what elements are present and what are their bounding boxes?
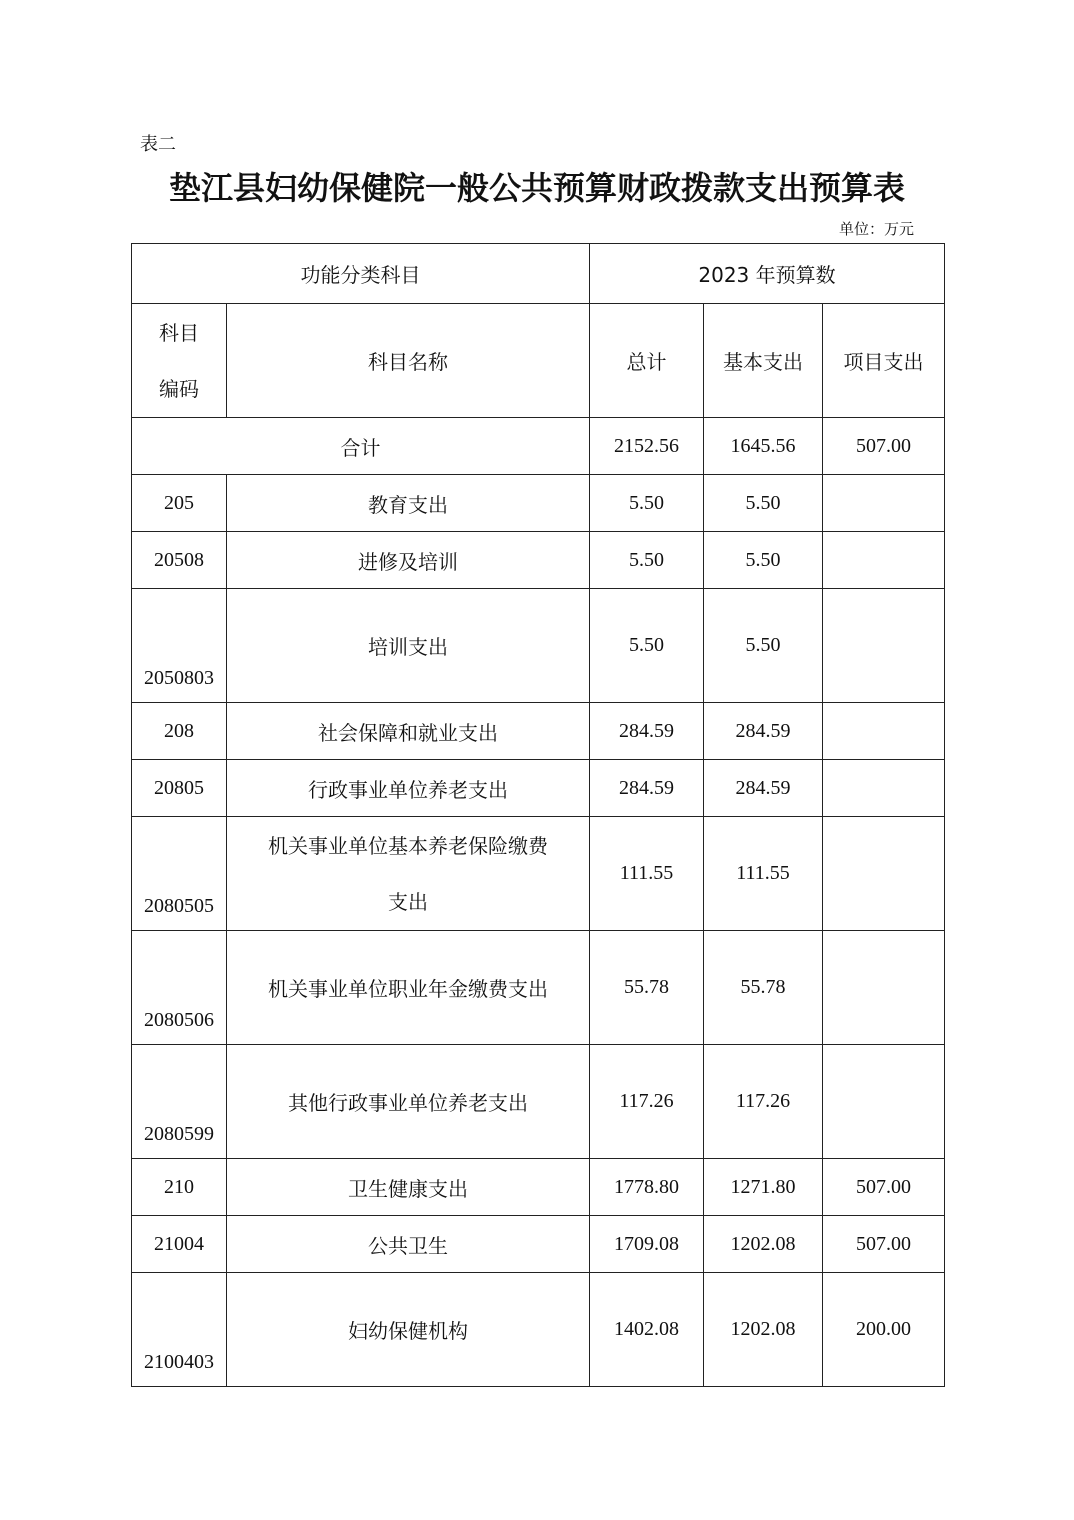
row-basic: 111.55 <box>704 817 823 931</box>
row-name-line1: 机关事业单位基本养老保险缴费 <box>268 833 548 858</box>
row-basic: 55.78 <box>704 931 823 1045</box>
row-code: 2080599 <box>132 1045 227 1159</box>
row-code: 210 <box>132 1159 227 1216</box>
row-basic: 1202.08 <box>704 1216 823 1273</box>
header-code-line1: 科目 <box>159 320 199 345</box>
summary-label: 合计 <box>132 418 590 475</box>
table-row <box>132 532 945 589</box>
header-code-line2: 编码 <box>159 376 199 401</box>
row-total: 284.59 <box>590 760 704 817</box>
row-basic: 5.50 <box>704 589 823 703</box>
table-row <box>132 703 945 760</box>
header-budget-year: 2023 年预算数 <box>590 244 945 304</box>
row-name: 行政事业单位养老支出 <box>227 760 590 817</box>
row-total: 55.78 <box>590 931 704 1045</box>
row-total: 5.50 <box>590 475 704 532</box>
summary-basic: 1645.56 <box>704 418 823 475</box>
row-project <box>823 703 945 760</box>
row-total: 5.50 <box>590 532 704 589</box>
row-name: 机关事业单位职业年金缴费支出 <box>227 931 590 1045</box>
row-code: 2100403 <box>132 1273 227 1387</box>
row-name: 其他行政事业单位养老支出 <box>227 1045 590 1159</box>
header-total: 总计 <box>590 304 704 418</box>
row-code: 208 <box>132 703 227 760</box>
row-code: 21004 <box>132 1216 227 1273</box>
row-basic: 5.50 <box>704 532 823 589</box>
unit-label: 单位：万元 <box>838 220 914 238</box>
summary-project: 507.00 <box>823 418 945 475</box>
table-label: 表二 <box>140 134 176 155</box>
row-name-line2: 支出 <box>388 889 428 914</box>
row-basic: 284.59 <box>704 703 823 760</box>
row-code: 2080505 <box>132 817 227 931</box>
row-name <box>227 817 590 931</box>
row-code: 20508 <box>132 532 227 589</box>
row-total: 1709.08 <box>590 1216 704 1273</box>
row-name: 进修及培训 <box>227 532 590 589</box>
row-total: 5.50 <box>590 589 704 703</box>
row-total: 284.59 <box>590 703 704 760</box>
row-code: 205 <box>132 475 227 532</box>
row-name: 公共卫生 <box>227 1216 590 1273</box>
header-row-2 <box>132 304 945 418</box>
row-project <box>823 931 945 1045</box>
row-name: 卫生健康支出 <box>227 1159 590 1216</box>
row-project: 507.00 <box>823 1216 945 1273</box>
table-row <box>132 1273 945 1387</box>
row-basic: 284.59 <box>704 760 823 817</box>
row-project <box>823 817 945 931</box>
table-row <box>132 817 945 931</box>
row-name: 培训支出 <box>227 589 590 703</box>
header-project: 项目支出 <box>823 304 945 418</box>
row-total: 111.55 <box>590 817 704 931</box>
summary-total: 2152.56 <box>590 418 704 475</box>
header-code <box>132 304 227 418</box>
table-row <box>132 1159 945 1216</box>
row-code: 2050803 <box>132 589 227 703</box>
row-name: 社会保障和就业支出 <box>227 703 590 760</box>
row-name: 教育支出 <box>227 475 590 532</box>
row-name: 妇幼保健机构 <box>227 1273 590 1387</box>
row-total: 1778.80 <box>590 1159 704 1216</box>
row-total: 1402.08 <box>590 1273 704 1387</box>
budget-table <box>131 243 945 1387</box>
row-project: 200.00 <box>823 1273 945 1387</box>
row-basic: 5.50 <box>704 475 823 532</box>
header-basic: 基本支出 <box>704 304 823 418</box>
row-code: 20805 <box>132 760 227 817</box>
table-row <box>132 1045 945 1159</box>
row-project <box>823 532 945 589</box>
row-project <box>823 589 945 703</box>
header-func-category: 功能分类科目 <box>132 244 590 304</box>
table-row <box>132 589 945 703</box>
row-project: 507.00 <box>823 1159 945 1216</box>
header-name: 科目名称 <box>227 304 590 418</box>
table-row <box>132 931 945 1045</box>
page-title: 垫江县妇幼保健院一般公共预算财政拨款支出预算表 <box>168 169 905 207</box>
row-project <box>823 760 945 817</box>
table-row <box>132 1216 945 1273</box>
row-basic: 1271.80 <box>704 1159 823 1216</box>
row-basic: 1202.08 <box>704 1273 823 1387</box>
row-project <box>823 475 945 532</box>
row-total: 117.26 <box>590 1045 704 1159</box>
row-basic: 117.26 <box>704 1045 823 1159</box>
row-code: 2080506 <box>132 931 227 1045</box>
summary-row <box>132 418 945 475</box>
row-project <box>823 1045 945 1159</box>
table-row <box>132 475 945 532</box>
table-row <box>132 760 945 817</box>
header-row-1 <box>132 244 945 304</box>
